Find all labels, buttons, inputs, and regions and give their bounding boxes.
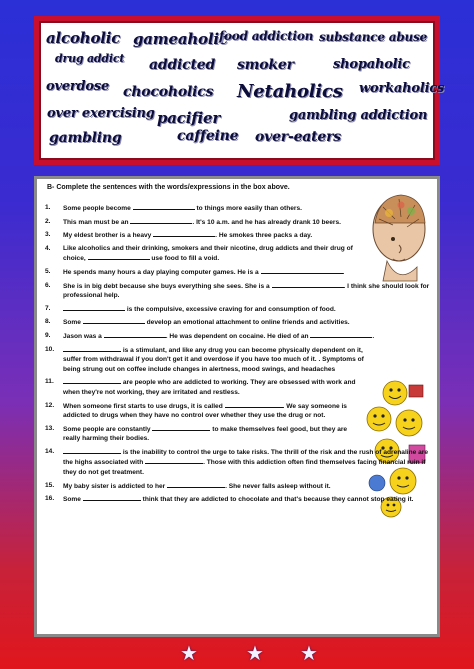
sentence-list	[45, 203, 435, 508]
sentence-text: . He smokes three packs a day.	[215, 232, 313, 240]
word-netaholics: Netaholics	[237, 81, 343, 102]
sentence-text: is a stimulant, and like any drug you can become physically dependent on it, suffer from withdrawal if you don't get it and overdose if you have too much of it. . Symptoms of being strung out on coffee include changes in alertness, mood swings, and headaches	[63, 346, 364, 373]
star-row	[0, 640, 474, 666]
word-smoker: smoker	[237, 57, 294, 73]
word-caffeine: caffeine	[177, 128, 239, 144]
sentence-text: think that they are addicted to chocolate and that's because they cannot stop eating it.	[140, 496, 414, 504]
item-number: 14.	[45, 447, 55, 455]
item-number: 12.	[45, 401, 55, 409]
item-number: 1.	[45, 204, 51, 211]
word-pacifier: pacifier	[157, 109, 221, 127]
answer-blank[interactable]	[88, 253, 150, 260]
sentence-text: Like alcoholics and their drinking, smokers and their nicotine, drug addicts and their drug of choice,	[63, 244, 353, 263]
item-number: 5.	[45, 267, 51, 275]
item-number: 13.	[45, 424, 55, 432]
word-workaholics: workaholics	[359, 81, 445, 96]
sentence-text: Jason was a	[63, 332, 104, 340]
sentence-text: . I think she should look for professional help.	[63, 282, 430, 300]
sentence-item	[45, 230, 435, 241]
item-number: 6.	[45, 281, 51, 289]
sentence-item	[45, 494, 435, 505]
sentence-text: This man must be an	[63, 218, 131, 226]
answer-blank[interactable]	[63, 304, 125, 311]
answer-blank[interactable]	[104, 331, 166, 338]
answer-blank[interactable]	[145, 457, 203, 464]
sentence-text: use food to fill a void.	[149, 255, 220, 263]
sentence-text: Some	[63, 496, 83, 504]
sentence-text: He spends many hours a day playing computer games. He is a	[63, 268, 261, 276]
answer-blank[interactable]	[133, 203, 195, 210]
sentence-item	[45, 424, 435, 444]
sentence-item	[45, 401, 435, 421]
answer-blank[interactable]	[152, 424, 210, 431]
answer-blank[interactable]	[225, 401, 283, 408]
item-number: 4.	[45, 244, 51, 252]
sentence-text: is the compulsive, excessive craving for and consumption of food.	[125, 305, 336, 313]
answer-blank[interactable]	[153, 230, 215, 237]
item-number: 11.	[45, 378, 54, 386]
item-number: 15.	[45, 481, 55, 489]
word-gambling-addiction: gambling addiction	[289, 108, 428, 123]
sentence-item	[45, 317, 435, 328]
sentence-text: to make themselves feel good, but they are really harming their bodies.	[63, 425, 348, 443]
sentence-text: .	[342, 268, 345, 276]
word-shopaholic: shopaholic	[333, 57, 410, 72]
sentence-text: are people who are addicted to working. They are obsessed with work and when they're not working, they are irritated and restless.	[63, 379, 356, 396]
item-number: 2.	[45, 217, 51, 225]
sentence-item	[45, 281, 435, 301]
instruction-text: B- Complete the sentences with the words/expressions in the box above.	[47, 184, 290, 191]
word-box-inner	[39, 21, 445, 160]
sentence-text: Some	[63, 319, 83, 327]
sentence-item	[45, 244, 435, 264]
word-food-addiction: food addiction	[219, 29, 314, 43]
sentence-text: She is in big debt because she buys everything she sees. She is a	[63, 282, 272, 290]
item-number: 16.	[45, 495, 55, 503]
answer-blank[interactable]	[83, 494, 141, 501]
word-gameaholic: gameaholic	[133, 30, 228, 48]
item-number: 3.	[45, 231, 51, 239]
sentence-text: . Those with this addiction often find themselves facing financial ruin if they do not get treatment.	[63, 459, 426, 477]
word-gambling: gambling	[49, 130, 122, 146]
sentence-text: When someone first starts to use drugs, it is called	[63, 402, 225, 410]
sentence-text: . He was dependent on cocaine. He died of an	[165, 332, 311, 340]
sentence-item	[45, 304, 435, 315]
word-drug-addict: drug addict	[55, 52, 125, 65]
answer-blank[interactable]	[272, 281, 344, 288]
answer-blank[interactable]	[167, 481, 225, 488]
answer-blank[interactable]	[83, 317, 145, 324]
answer-blank[interactable]	[310, 331, 375, 340]
word-overdose: overdose	[46, 79, 110, 94]
star-icon: ★	[300, 641, 318, 665]
sentence-text: . It's 10 a.m. and he has already drank 10 beers.	[192, 218, 341, 226]
sentence-item	[45, 267, 435, 278]
word-substance-abuse: substance abuse	[319, 30, 428, 44]
answer-blank[interactable]	[130, 217, 192, 224]
sentence-text: My eldest brother is a heavy	[63, 232, 154, 240]
answer-blank[interactable]	[63, 447, 121, 454]
answer-blank[interactable]	[63, 345, 121, 352]
sentence-item	[45, 447, 435, 478]
sentence-text: .	[372, 332, 375, 340]
sentence-text: My baby sister is addicted to her	[63, 482, 168, 490]
word-over-eaters: over-eaters	[255, 129, 341, 145]
sentence-text: Some people become	[63, 205, 133, 212]
sentence-item	[45, 203, 435, 214]
sentence-item	[45, 345, 435, 375]
sentence-text: . We say someone is addicted to drugs when they have no control over whether they use the drug or not.	[63, 402, 347, 420]
word-over-exercising: over exercising	[47, 106, 155, 121]
item-number: 9.	[45, 331, 51, 339]
item-number: 7.	[45, 304, 51, 312]
star-icon: ★	[180, 641, 198, 665]
sentence-item	[45, 217, 435, 228]
sentence-text: . She never falls asleep without it.	[225, 482, 331, 490]
answer-blank[interactable]	[261, 267, 343, 274]
sentence-text: to things more easily than others.	[194, 205, 302, 212]
answer-blank[interactable]	[63, 377, 121, 384]
sentence-item	[45, 481, 435, 492]
sentence-text: is the inability to control the urge to take risks. The thrill of the risk and the rush of adrenaline are the highs associated with	[63, 448, 429, 467]
word-chocoholics: chocoholics	[123, 84, 214, 100]
sentence-text: develop an emotional attachment to online friends and activities.	[144, 319, 350, 327]
sentence-item	[45, 377, 435, 397]
star-icon: ★	[246, 641, 264, 665]
word-box	[34, 16, 445, 165]
exercise-sheet	[34, 176, 440, 637]
sentence-text: Some people are constantly	[63, 425, 153, 433]
word-alcoholic: alcoholic	[46, 29, 121, 47]
item-number: 10.	[45, 345, 55, 353]
sentence-item	[45, 331, 435, 342]
word-addicted: addicted	[149, 57, 216, 73]
item-number: 8.	[45, 318, 51, 326]
